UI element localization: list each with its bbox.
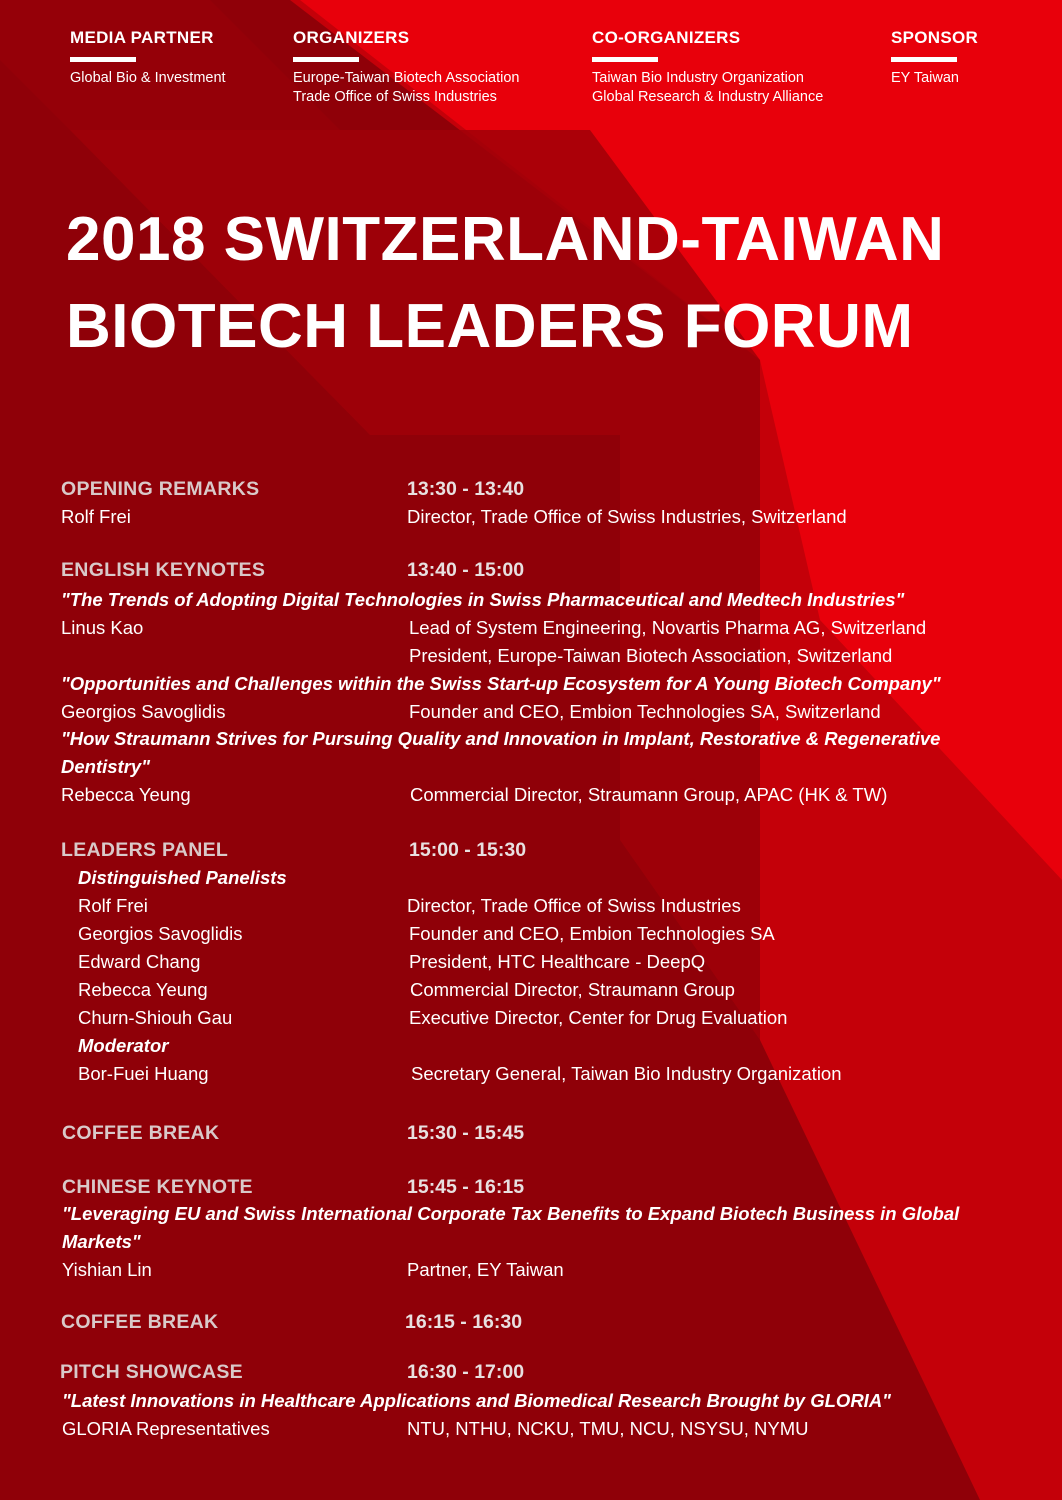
panelist-role: Founder and CEO, Embion Technologies SA — [409, 923, 775, 944]
panelist-role: Commercial Director, Straumann Group — [410, 979, 735, 1000]
speaker-name: GLORIA Representatives — [62, 1418, 270, 1439]
header-rule — [592, 57, 658, 62]
header-title: CO-ORGANIZERS — [592, 28, 741, 47]
section-label-leaders-panel: LEADERS PANEL — [61, 839, 229, 861]
panelist-role: Director, Trade Office of Swiss Industries — [407, 895, 741, 916]
section-time-opening: 13:30 - 13:40 — [407, 478, 525, 500]
talk-title: "Latest Innovations in Healthcare Applications and Biomedical Research Brought by GLORIA" — [62, 1390, 891, 1411]
header-co-organizers — [592, 28, 823, 107]
speaker-name: Rolf Frei — [61, 506, 131, 527]
header-line: Europe-Taiwan Biotech Association — [293, 70, 520, 86]
section-time-chinese-keynote: 15:45 - 16:15 — [407, 1176, 525, 1198]
panelist-name: Churn-Shiouh Gau — [78, 1007, 233, 1028]
section-time-coffee-break: 15:30 - 15:45 — [407, 1122, 525, 1144]
section-time-coffee-break: 16:15 - 16:30 — [405, 1311, 523, 1333]
moderator-name: Bor-Fuei Huang — [78, 1063, 209, 1084]
header-rule — [293, 57, 359, 62]
section-label-coffee-break: COFFEE BREAK — [61, 1311, 219, 1333]
header-rule — [891, 57, 957, 62]
page-title-line-2: BIOTECH LEADERS FORUM — [66, 292, 914, 361]
speaker-role: Lead of System Engineering, Novartis Pharma AG, Switzerland — [409, 617, 927, 638]
moderator-heading: Moderator — [78, 1035, 169, 1056]
section-label-english-keynotes: ENGLISH KEYNOTES — [61, 559, 266, 581]
panelist-role: President, HTC Healthcare - DeepQ — [409, 951, 706, 972]
section-time-pitch-showcase: 16:30 - 17:00 — [407, 1361, 525, 1383]
panelist-name: Edward Chang — [78, 951, 201, 972]
section-label-chinese-keynote: CHINESE KEYNOTE — [62, 1176, 253, 1198]
section-label-coffee-break: COFFEE BREAK — [62, 1122, 220, 1144]
talk-title: "Opportunities and Challenges within the Swiss Start-up Ecosystem for A Young Biotech Company" — [61, 673, 941, 694]
talk-title: "How Straumann Strives for Pursuing Quality and Innovation in Implant, Restorative & Regenerative — [61, 728, 941, 749]
section-label-pitch-showcase: PITCH SHOWCASE — [60, 1361, 243, 1383]
panelist-name: Rebecca Yeung — [78, 979, 208, 1000]
header-media-partner — [70, 28, 226, 88]
header-line: Taiwan Bio Industry Organization — [592, 70, 804, 86]
speaker-role: NTU, NTHU, NCKU, TMU, NCU, NSYSU, NYMU — [407, 1418, 809, 1439]
speaker-name: Linus Kao — [61, 617, 144, 638]
speaker-name: Yishian Lin — [62, 1259, 152, 1280]
speaker-name: Georgios Savoglidis — [61, 701, 226, 722]
panelist-role: Executive Director, Center for Drug Evaluation — [409, 1007, 788, 1028]
speaker-role: President, Europe-Taiwan Biotech Association, Switzerland — [409, 645, 893, 666]
section-time-leaders-panel: 15:00 - 15:30 — [409, 839, 527, 861]
header-title: SPONSOR — [891, 28, 979, 47]
speaker-name: Rebecca Yeung — [61, 784, 191, 805]
header-line: EY Taiwan — [891, 70, 959, 86]
header-line: Global Research & Industry Alliance — [592, 89, 824, 105]
speaker-role: Director, Trade Office of Swiss Industries, Switzerland — [407, 506, 847, 527]
speaker-role: Founder and CEO, Embion Technologies SA, Switzerland — [409, 701, 881, 722]
talk-title: "The Trends of Adopting Digital Technologies in Swiss Pharmaceutical and Medtech Industries" — [61, 589, 905, 610]
talk-title-continued: Markets" — [62, 1231, 141, 1252]
header-rule — [70, 57, 136, 62]
section-label-opening: OPENING REMARKS — [61, 478, 260, 500]
speaker-role: Commercial Director, Straumann Group, APAC (HK & TW) — [410, 784, 888, 805]
header-line: Global Bio & Investment — [70, 70, 226, 86]
header-line: Trade Office of Swiss Industries — [293, 89, 497, 105]
talk-title-continued: Dentistry" — [61, 756, 150, 777]
talk-title: "Leveraging EU and Swiss International Corporate Tax Benefits to Expand Biotech Business in Global — [62, 1203, 960, 1224]
section-time-english-keynotes: 13:40 - 15:00 — [407, 559, 525, 581]
header-title: MEDIA PARTNER — [70, 28, 214, 47]
panelists-heading: Distinguished Panelists — [78, 867, 287, 888]
panelist-name: Georgios Savoglidis — [78, 923, 243, 944]
speaker-role: Partner, EY Taiwan — [407, 1259, 564, 1280]
panelist-name: Rolf Frei — [78, 895, 148, 916]
page-title-line-1: 2018 SWITZERLAND-TAIWAN — [66, 205, 945, 274]
header-organizers — [293, 28, 520, 107]
header-title: ORGANIZERS — [293, 28, 410, 47]
moderator-role: Secretary General, Taiwan Bio Industry Organization — [411, 1063, 842, 1084]
header-sponsor — [891, 28, 978, 88]
